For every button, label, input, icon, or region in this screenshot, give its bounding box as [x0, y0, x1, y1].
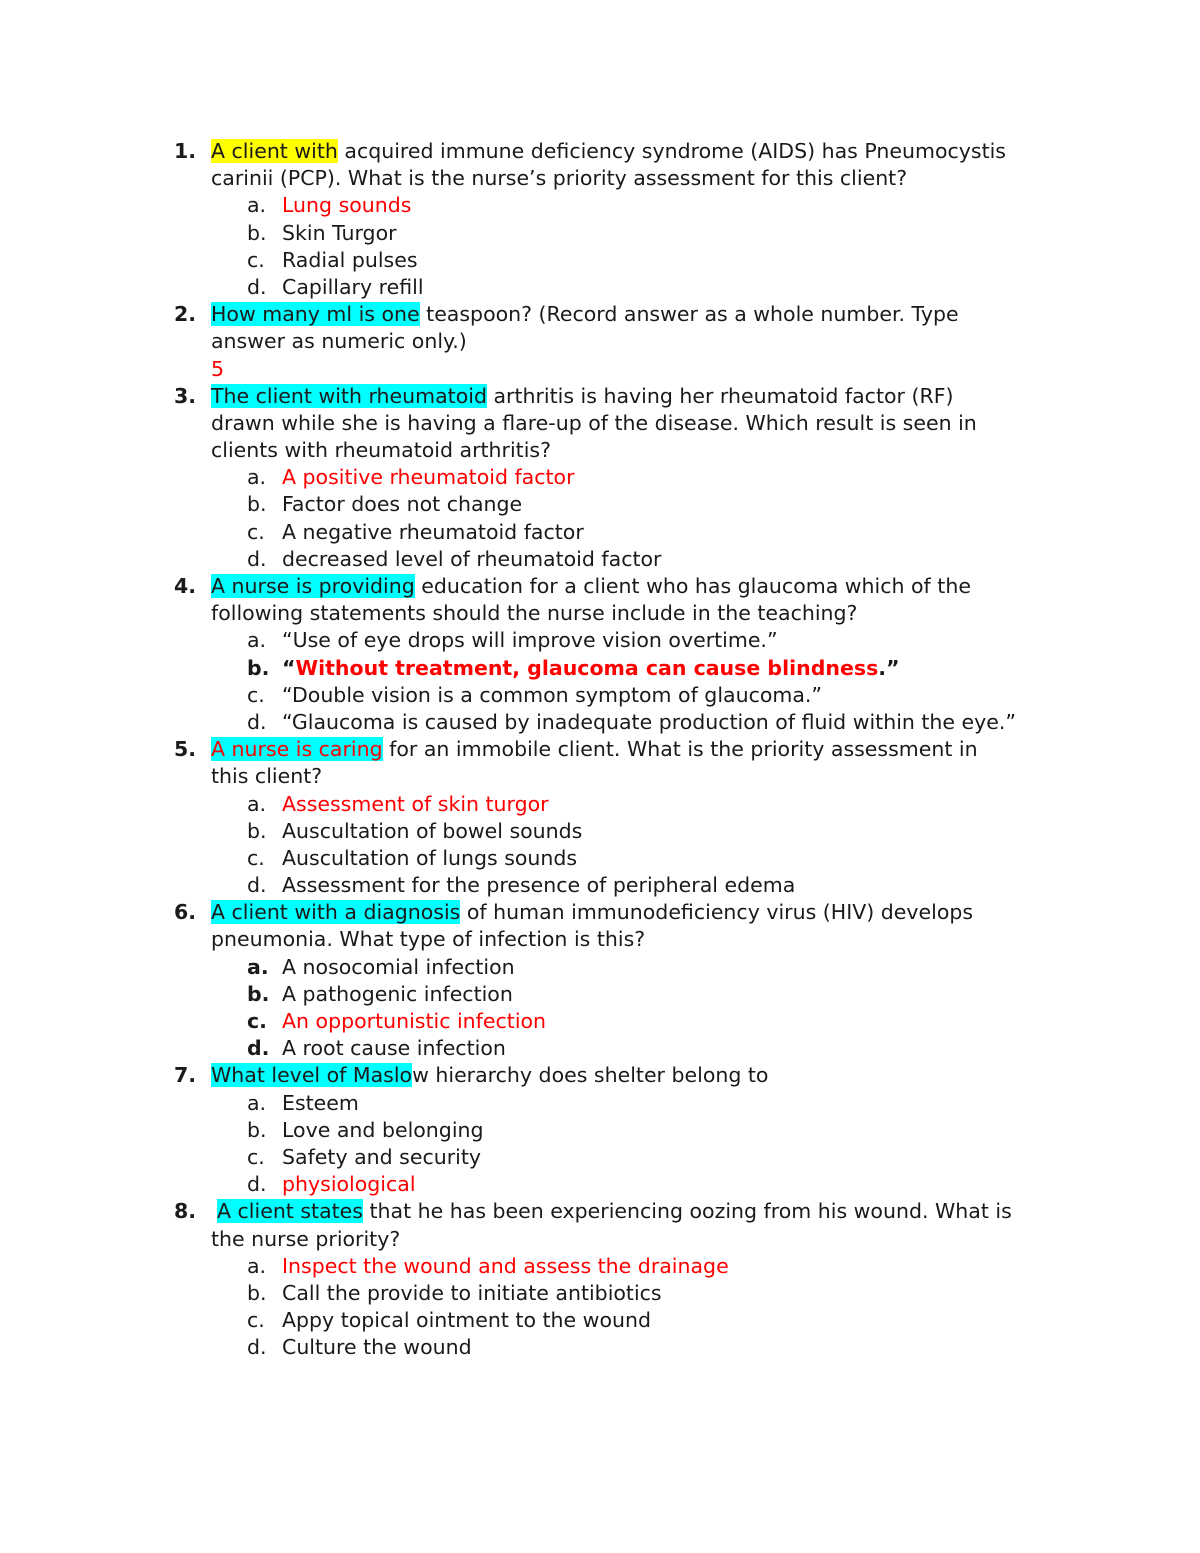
option-6b [0, 981, 1200, 1008]
option-7a [0, 1090, 1200, 1117]
option-text: “Glaucoma is caused by inadequate production of fluid within the eye.” [282, 709, 1017, 734]
question-6-continuation [0, 926, 1200, 953]
option-3d [0, 546, 1200, 573]
option-3a [0, 464, 1200, 491]
question-number: 5. [174, 737, 197, 762]
option-text: Call the provide to initiate antibiotics [282, 1280, 662, 1305]
option-3c [0, 519, 1200, 546]
option-letter: a. [247, 791, 267, 816]
option-text: Auscultation of bowel sounds [282, 818, 583, 843]
answer-text: 5 [211, 356, 225, 381]
option-text: A root cause infection [282, 1036, 506, 1061]
option-5d [0, 872, 1200, 899]
option-text: A nosocomial infection [282, 954, 515, 979]
question-text-line: drawn while she is having a flare-up of the disease. Which result is seen in [211, 410, 977, 435]
option-letter: a. [247, 193, 267, 218]
option-letter: d. [247, 1036, 270, 1061]
option-8c [0, 1307, 1200, 1334]
option-8d [0, 1334, 1200, 1361]
option-letter: d. [247, 546, 267, 571]
option-letter: c. [247, 519, 265, 544]
option-text: Auscultation of lungs sounds [282, 845, 578, 870]
question-1-continuation [0, 165, 1200, 192]
close-quote: .” [878, 655, 900, 680]
question-list [0, 138, 1200, 1361]
option-letter: b. [247, 220, 267, 245]
question-text [211, 138, 1006, 165]
option-text-correct: An opportunistic infection [282, 1009, 547, 1033]
option-6a [0, 954, 1200, 981]
question-text-line: following statements should the nurse include in the teaching? [211, 601, 858, 626]
question-2 [0, 301, 1200, 328]
question-6 [0, 899, 1200, 926]
option-letter: d. [247, 709, 267, 734]
question-text-rest: that he has been experiencing oozing from his wound. What is [362, 1199, 1012, 1224]
option-7b [0, 1117, 1200, 1144]
option-8a [0, 1253, 1200, 1280]
option-1b [0, 220, 1200, 247]
question-text-rest: of human immunodeficiency virus (HIV) develops [460, 900, 974, 925]
option-text: A pathogenic infection [282, 981, 513, 1006]
question-number: 2. [174, 302, 197, 327]
option-text-correct: Inspect the wound and assess the drainage [282, 1253, 729, 1278]
option-letter: a. [247, 628, 267, 653]
option-text: Esteem [282, 1090, 359, 1115]
option-4a [0, 627, 1200, 654]
highlighted-text: A nurse is caring [211, 737, 383, 762]
question-8-continuation [0, 1226, 1200, 1253]
question-text [211, 899, 973, 926]
option-7d [0, 1171, 1200, 1198]
question-2-answer [0, 356, 1200, 383]
option-text: Radial pulses [282, 247, 418, 272]
option-letter: d. [247, 1172, 267, 1197]
option-letter: c. [247, 845, 265, 870]
option-text-correct: A positive rheumatoid factor [282, 465, 575, 490]
question-text-rest: arthritis is having her rheumatoid factor (RF) [486, 383, 954, 408]
option-text: Culture the wound [282, 1335, 472, 1360]
option-text-correct [282, 655, 900, 682]
option-text: A negative rheumatoid factor [282, 519, 584, 544]
question-text [211, 573, 971, 600]
question-8 [0, 1198, 1200, 1225]
option-text-correct: physiological [282, 1172, 416, 1197]
option-text: Safety and security [282, 1144, 482, 1169]
option-4c [0, 682, 1200, 709]
highlighted-text: A nurse is providing [211, 574, 415, 598]
option-1a [0, 192, 1200, 219]
highlighted-text: How many ml is one [211, 302, 420, 327]
question-text [211, 1062, 768, 1089]
question-number: 4. [174, 574, 197, 598]
question-text-rest: for an immobile client. What is the priority assessment in [382, 737, 978, 762]
option-5a [0, 791, 1200, 818]
question-5-continuation [0, 763, 1200, 790]
option-letter: a. [247, 954, 269, 979]
option-6d [0, 1035, 1200, 1062]
option-letter: d. [247, 873, 267, 898]
option-4d [0, 709, 1200, 736]
option-letter: a. [247, 1253, 267, 1278]
question-number: 3. [174, 383, 197, 408]
option-4b [0, 655, 1200, 682]
question-text-line: clients with rheumatoid arthritis? [211, 438, 551, 463]
question-4 [0, 573, 1200, 600]
question-4-continuation [0, 600, 1200, 627]
option-letter: c. [247, 682, 265, 707]
option-text-correct: Assessment of skin turgor [282, 791, 549, 816]
option-1c [0, 247, 1200, 274]
highlighted-text: A client with [211, 139, 338, 163]
option-text-correct: Lung sounds [282, 193, 412, 218]
option-text: Factor does not change [282, 492, 523, 517]
option-1d [0, 274, 1200, 301]
question-3-continuation [0, 410, 1200, 437]
question-number: 6. [174, 900, 197, 925]
question-text [211, 301, 959, 328]
option-text: Capillary refill [282, 274, 424, 299]
option-letter: b. [247, 818, 267, 843]
option-letter: a. [247, 465, 267, 490]
option-letter: b. [247, 655, 270, 680]
question-number: 8. [174, 1199, 197, 1224]
option-text: “Use of eye drops will improve vision overtime.” [282, 628, 778, 653]
question-1 [0, 138, 1200, 165]
question-3-continuation [0, 437, 1200, 464]
option-text: Assessment for the presence of peripheral edema [282, 873, 796, 898]
option-text: Love and belonging [282, 1117, 484, 1142]
open-quote: “ [282, 655, 296, 680]
question-number: 7. [174, 1063, 197, 1088]
question-text-rest: education for a client who has glaucoma which of the [414, 574, 971, 598]
option-letter: a. [247, 1090, 267, 1115]
option-5b [0, 818, 1200, 845]
option-8b [0, 1280, 1200, 1307]
option-letter: d. [247, 1335, 267, 1360]
question-7 [0, 1062, 1200, 1089]
question-3 [0, 383, 1200, 410]
option-letter: c. [247, 247, 265, 272]
question-5 [0, 736, 1200, 763]
highlighted-text: A client states [217, 1199, 363, 1224]
option-5c [0, 845, 1200, 872]
option-letter: b. [247, 1117, 267, 1142]
option-letter: c. [247, 1009, 267, 1033]
option-text: Skin Turgor [282, 220, 397, 245]
question-text-rest: w hierarchy does shelter belong to [412, 1063, 769, 1088]
option-letter: b. [247, 1280, 267, 1305]
question-text-line: carinii (PCP). What is the nurse’s priority assessment for this client? [211, 166, 908, 191]
correct-answer-text: Without treatment, glaucoma can cause blindness [295, 655, 879, 680]
question-2-continuation [0, 328, 1200, 355]
option-letter: b. [247, 981, 270, 1006]
option-letter: c. [247, 1144, 265, 1169]
option-letter: c. [247, 1308, 265, 1333]
option-6c [0, 1008, 1200, 1035]
option-letter: b. [247, 492, 267, 517]
question-number: 1. [174, 139, 197, 163]
question-text-line: pneumonia. What type of infection is this? [211, 927, 646, 952]
option-text: decreased level of rheumatoid factor [282, 546, 662, 571]
highlighted-text: The client with rheumatoid [211, 383, 487, 408]
option-7c [0, 1144, 1200, 1171]
option-text: Appy topical ointment to the wound [282, 1308, 651, 1333]
question-text-line: the nurse priority? [211, 1226, 401, 1251]
question-text-rest: teaspoon? (Record answer as a whole number. Type [419, 302, 959, 327]
question-text-line: answer as numeric only.) [211, 329, 467, 354]
question-text-rest: acquired immune deficiency syndrome (AIDS) has Pneumocystis [337, 139, 1006, 163]
highlighted-text: A client with a diagnosis [211, 900, 461, 925]
option-3b [0, 491, 1200, 518]
highlighted-text: What level of Maslo [211, 1063, 413, 1088]
option-letter: d. [247, 274, 267, 299]
question-text [211, 383, 954, 410]
option-text: “Double vision is a common symptom of glaucoma.” [282, 682, 823, 707]
question-text-line: this client? [211, 764, 323, 789]
question-text [211, 736, 978, 763]
question-text [217, 1198, 1012, 1225]
